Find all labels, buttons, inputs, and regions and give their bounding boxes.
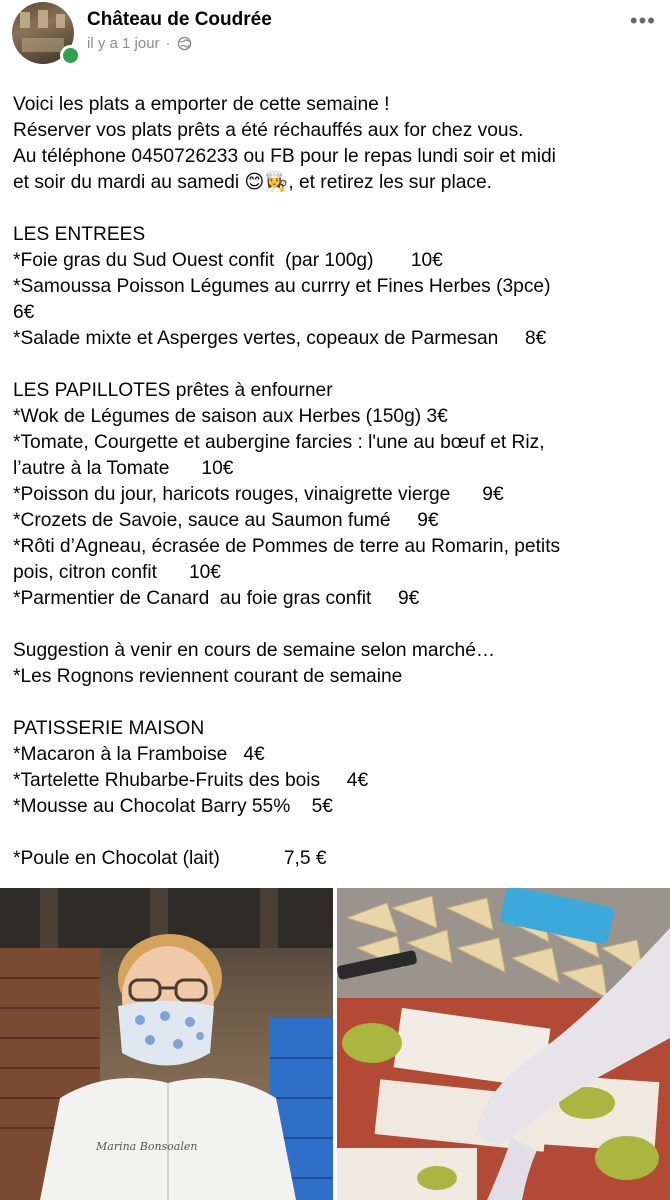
photo-chef[interactable] [0, 888, 333, 1200]
post-text-line: *Les Rognons reviennent courant de semaine [13, 666, 403, 687]
post-text-line: *Parmentier de Canard au foie gras confit 9€ [13, 588, 420, 609]
post-meta [87, 35, 192, 52]
apron-embroidery: Marina Bonsoalen [96, 1140, 198, 1153]
post-text-line: *Poisson du jour, haricots rouges, vinaigrette vierge 9€ [13, 484, 504, 505]
post-text-line: LES ENTREES [13, 224, 146, 245]
post-text-line: *Poule en Chocolat (lait) 7,5 € [13, 848, 327, 869]
blank-line [13, 352, 658, 378]
post-text-line: Réserver vos plats prêts a été réchauffés aux for chez vous. [13, 120, 524, 141]
post-message [13, 92, 658, 872]
post-text-line: *Macaron à la Framboise 4€ [13, 744, 265, 765]
post-text-line: et soir du mardi au samedi 😊👩‍🍳, et retirez les sur place. [13, 172, 492, 193]
page-avatar[interactable] [12, 2, 74, 64]
globe-icon[interactable] [177, 36, 192, 51]
online-status-dot [60, 45, 81, 66]
post-text-line: pois, citron confit 10€ [13, 562, 221, 583]
post-text-line: 6€ [13, 302, 35, 323]
blank-line [13, 820, 658, 846]
more-options-button[interactable]: ••• [629, 8, 656, 33]
post-text-line: *Crozets de Savoie, sauce au Saumon fumé 9€ [13, 510, 439, 531]
post-text-line: l’autre à la Tomate 10€ [13, 458, 234, 479]
samosa-photo-illustration [337, 888, 670, 1200]
post-text-line: *Salade mixte et Asperges vertes, copeaux de Parmesan 8€ [13, 328, 547, 349]
post-text-line: LES PAPILLOTES prêtes à enfourner [13, 380, 333, 401]
photo-samosa-preparation[interactable] [337, 888, 670, 1200]
post-text-line: *Samoussa Poisson Légumes au currry et Fines Herbes (3pce) [13, 276, 551, 297]
blank-line [13, 196, 658, 222]
post-text-line: Au téléphone 0450726233 ou FB pour le repas lundi soir et midi [13, 146, 556, 167]
timestamp-link[interactable]: il y a 1 jour [87, 35, 160, 52]
post-text-line: *Wok de Légumes de saison aux Herbes (150g) 3€ [13, 406, 448, 427]
page-name-link[interactable]: Château de Coudrée [87, 9, 272, 30]
chef-photo-illustration [0, 888, 333, 1200]
post-text-line: *Tomate, Courgette et aubergine farcies : l'une au bœuf et Riz, [13, 432, 545, 453]
post-text-line: *Foie gras du Sud Ouest confit (par 100g) 10€ [13, 250, 443, 271]
blank-line [13, 690, 658, 716]
blank-line [13, 612, 658, 638]
post-text-line: *Rôti d’Agneau, écrasée de Pommes de terre au Romarin, petits [13, 536, 561, 557]
post-header [0, 0, 670, 80]
post-text-line: *Mousse au Chocolat Barry 55% 5€ [13, 796, 333, 817]
post-text-line: *Tartelette Rhubarbe-Fruits des bois 4€ [13, 770, 369, 791]
post-text-line: Voici les plats a emporter de cette semaine ! [13, 94, 390, 115]
post-text-line: Suggestion à venir en cours de semaine selon marché… [13, 640, 496, 661]
meta-separator: · [165, 35, 171, 52]
post-text-line: PATISSERIE MAISON [13, 718, 205, 739]
